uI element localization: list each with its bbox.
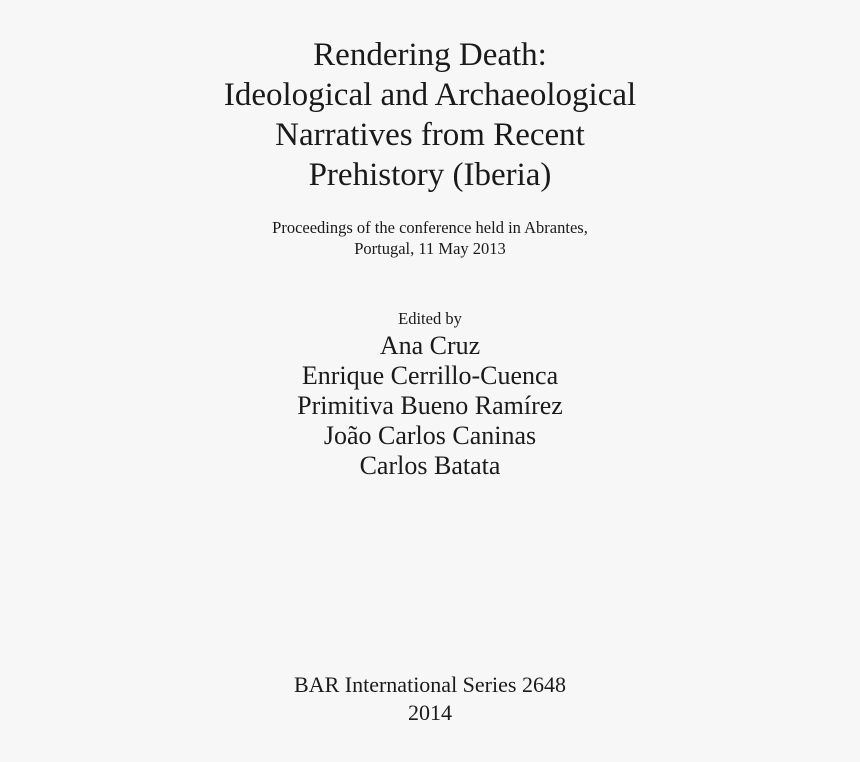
title-line-1: Rendering Death: <box>313 37 547 73</box>
title-line-2: Ideological and Archaeological <box>223 77 637 113</box>
series-name: BAR International Series 2648 <box>294 672 566 697</box>
title-line-3: Narratives from Recent <box>275 117 585 153</box>
publication-year: 2014 <box>408 700 452 725</box>
editor-name: João Carlos Caninas <box>323 421 537 450</box>
book-subtitle <box>0 217 860 259</box>
subtitle-line-2: Portugal, 11 May 2013 <box>354 239 506 258</box>
book-title <box>0 35 860 195</box>
editor-name: Ana Cruz <box>379 331 481 360</box>
edited-by-section <box>0 308 860 330</box>
editor-name: Enrique Cerrillo-Cuenca <box>301 361 559 390</box>
subtitle-line-1: Proceedings of the conference held in Abrantes, <box>272 218 588 237</box>
editor-name: Carlos Batata <box>359 451 501 480</box>
editor-list <box>0 331 860 481</box>
editor-name: Primitiva Bueno Ramírez <box>297 391 563 420</box>
edited-by-label: Edited by <box>398 309 462 328</box>
title-line-4: Prehistory (Iberia) <box>308 157 552 193</box>
publication-info <box>0 671 860 727</box>
